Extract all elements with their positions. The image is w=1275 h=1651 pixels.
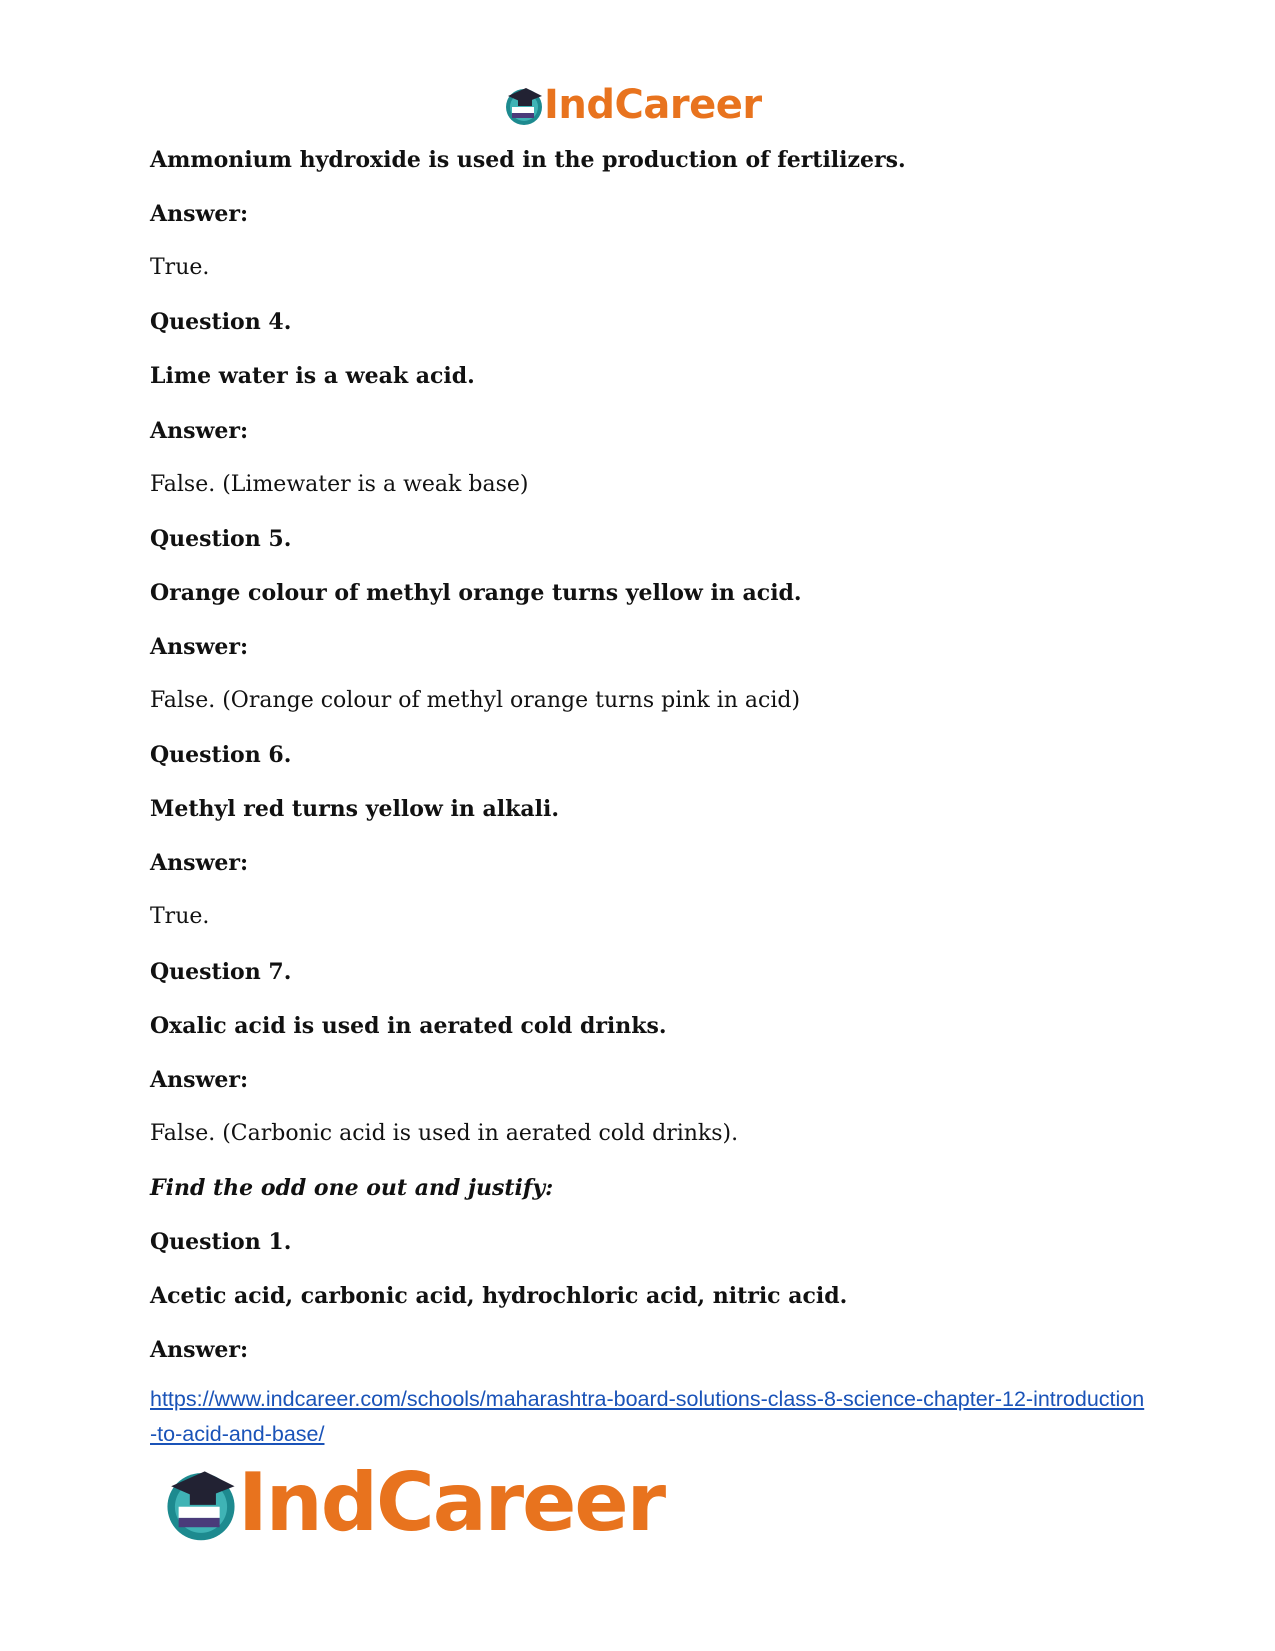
- question-statement: Acetic acid, carbonic acid, hydrochloric acid, nitric acid.: [150, 1283, 848, 1310]
- section-heading: Find the odd one out and justify:: [150, 1174, 554, 1201]
- question-statement: Lime water is a weak acid.: [150, 363, 475, 390]
- question-statement: Methyl red turns yellow in alkali.: [150, 796, 559, 823]
- answer-text: True.: [150, 255, 210, 281]
- answer-label: Answer:: [150, 1337, 249, 1364]
- graduation-cap-globe-icon: [502, 83, 546, 127]
- logo-wordmark: IndCareer: [238, 1456, 665, 1549]
- footer-logo: [160, 1458, 664, 1548]
- question-number: Question 1.: [150, 1229, 292, 1255]
- header-logo: [502, 80, 762, 130]
- answer-label: Answer:: [150, 201, 249, 228]
- answer-text: False. (Carbonic acid is used in aerated cold drinks).: [150, 1120, 739, 1146]
- answer-label: Answer:: [150, 1066, 249, 1093]
- answer-label: Answer:: [150, 850, 249, 877]
- answer-label: Answer:: [150, 417, 249, 444]
- source-link[interactable]: https://www.indcareer.com/schools/maharashtra-board-solutions-class-8-science-chapter-12-introduction-to-acid-and-base/: [150, 1387, 1145, 1446]
- question-number: Question 5.: [150, 525, 292, 552]
- answer-label: Answer:: [150, 633, 249, 660]
- question-statement: Ammonium hydroxide is used in the production of fertilizers.: [150, 147, 906, 173]
- question-statement: Orange colour of methyl orange turns yellow in acid.: [150, 579, 802, 606]
- answer-text: False. (Orange colour of methyl orange turns pink in acid): [150, 688, 801, 713]
- question-number: Question 7.: [150, 958, 292, 985]
- question-number: Question 4.: [150, 309, 292, 336]
- question-statement: Oxalic acid is used in aerated cold drinks.: [150, 1012, 667, 1039]
- answer-text: False. (Limewater is a weak base): [150, 471, 529, 497]
- logo-wordmark: IndCareer: [544, 82, 762, 128]
- answer-text: True.: [150, 904, 210, 930]
- question-number: Question 6.: [150, 742, 292, 769]
- graduation-cap-globe-icon: [160, 1462, 242, 1544]
